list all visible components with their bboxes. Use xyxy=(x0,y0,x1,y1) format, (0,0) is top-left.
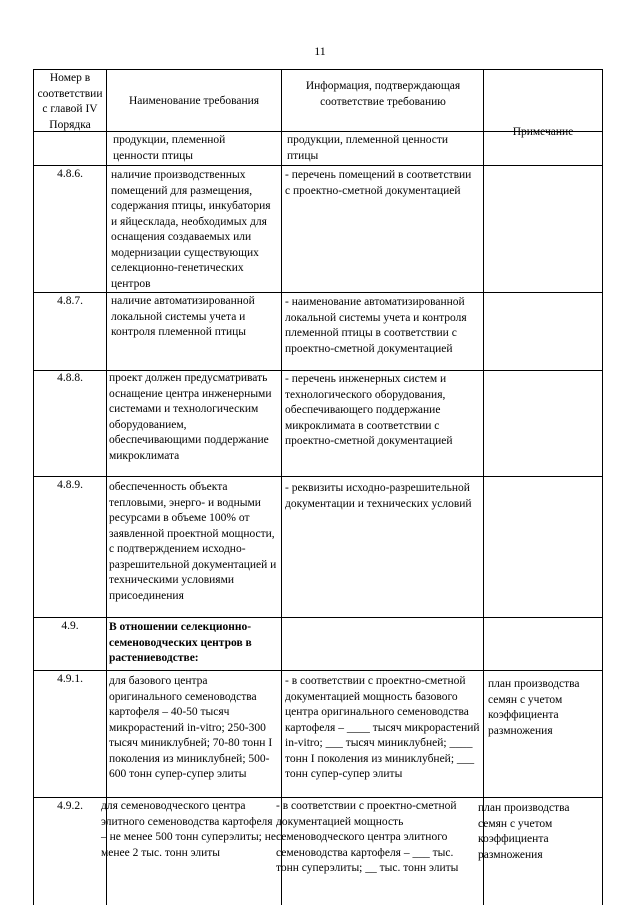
row-divider xyxy=(33,617,603,618)
header-number: Номер в соответствии с главой IV Порядка xyxy=(37,72,103,131)
row-divider xyxy=(33,670,603,671)
row-2-information: - наименование автоматизированной локальной системы учета и контроля племенной птицы в соответствии с проектно-сметной документацией xyxy=(285,296,467,355)
row-7-requirement: для семеноводческого центра элитного семеноводства картофеля – не менее 500 тонн суперэлиты; не менее 2 тыс. тонн элиты xyxy=(101,800,277,859)
row-6-note: план производства семян с учетом коэффициента размножения xyxy=(488,678,580,737)
row-3-requirement: проект должен предусматривать оснащение центра инженерными системами и технологическим оборудованием, обеспечивающими поддержание микроклимата xyxy=(109,372,272,462)
page-number: 11 xyxy=(314,44,326,58)
column-divider-1 xyxy=(106,69,107,905)
row-6-number: 4.9.1. xyxy=(57,673,83,685)
row-5-section-heading: В отношении селекционно-семеноводческих центров в растениеводстве: xyxy=(109,621,252,664)
row-2-number: 4.8.7. xyxy=(57,295,83,307)
row-0-information: продукции, племенной ценности птицы xyxy=(287,134,449,162)
row-0-requirement: продукции, племенной ценности птицы xyxy=(113,134,226,162)
header-requirement: Наименование требования xyxy=(128,95,260,107)
table-border-top xyxy=(33,69,603,70)
row-2-requirement: наличие автоматизированной локальной системы учета и контроля племенной птицы xyxy=(111,295,255,338)
row-divider xyxy=(33,165,603,166)
row-3-number: 4.8.8. xyxy=(57,372,83,384)
row-1-information: - перечень помещений в соответствии с проектно-сметной документацией xyxy=(285,169,472,197)
header-note: Примечание xyxy=(512,126,574,138)
header-information: Информация, подтверждающая соответствие требованию xyxy=(305,80,461,108)
column-divider-2 xyxy=(281,69,282,905)
table-border-right xyxy=(602,69,603,905)
row-divider xyxy=(33,476,603,477)
row-6-requirement: для базового центра оригинального семеноводства картофеля – 40-50 тысяч микрорастений in-vitro; 250-300 тысяч миниклубней; 70-80 тонн I поколения из миниклубней; 500-600 тонн супер-супер элиты xyxy=(109,675,273,780)
row-4-requirement: обеспеченность объекта тепловыми, энерго- и водными ресурсами в объеме 100% от заявленной проектной мощности, с подтверждением исходно-разрешительной документацией и техническими условиями присоединения xyxy=(109,481,277,602)
row-4-number: 4.8.9. xyxy=(57,479,83,491)
row-divider xyxy=(33,797,603,798)
row-7-number: 4.9.2. xyxy=(57,800,83,812)
row-7-information: - в соответствии с проектно-сметной документацией мощность семеноводческого центра элитного семеноводства картофеля – ___ тыс. тонн суперэлиты; __ тыс. тонн элиты xyxy=(276,800,459,874)
row-1-requirement: наличие производственных помещений для размещения, содержания птицы, инкубатория и яйцесклада, необходимых для оснащения создаваемых или модернизации существующих селекционно-генетических центров xyxy=(111,169,271,290)
row-7-note: план производства семян с учетом коэффициента размножения xyxy=(478,802,570,861)
column-divider-3 xyxy=(483,69,484,905)
row-3-information: - перечень инженерных систем и технологического оборудования, обеспечивающего поддержание микроклимата в соответствии с проектно-сметной документацией xyxy=(285,373,453,447)
table-border-left xyxy=(33,69,34,905)
row-5-number: 4.9. xyxy=(61,620,79,632)
row-6-information: - в соответствии с проектно-сметной документацией мощность базового центра оригинального семеноводства картофеля – ____ тысяч микрорастений in-vitro; ___ тысяч миниклубней; ____ тонн I поколения из миниклубней; ___ тонн супер-супер элиты xyxy=(285,675,480,780)
row-1-number: 4.8.6. xyxy=(57,168,83,180)
row-4-information: - реквизиты исходно-разрешительной документации и технических условий xyxy=(285,482,472,510)
row-divider xyxy=(33,292,603,293)
